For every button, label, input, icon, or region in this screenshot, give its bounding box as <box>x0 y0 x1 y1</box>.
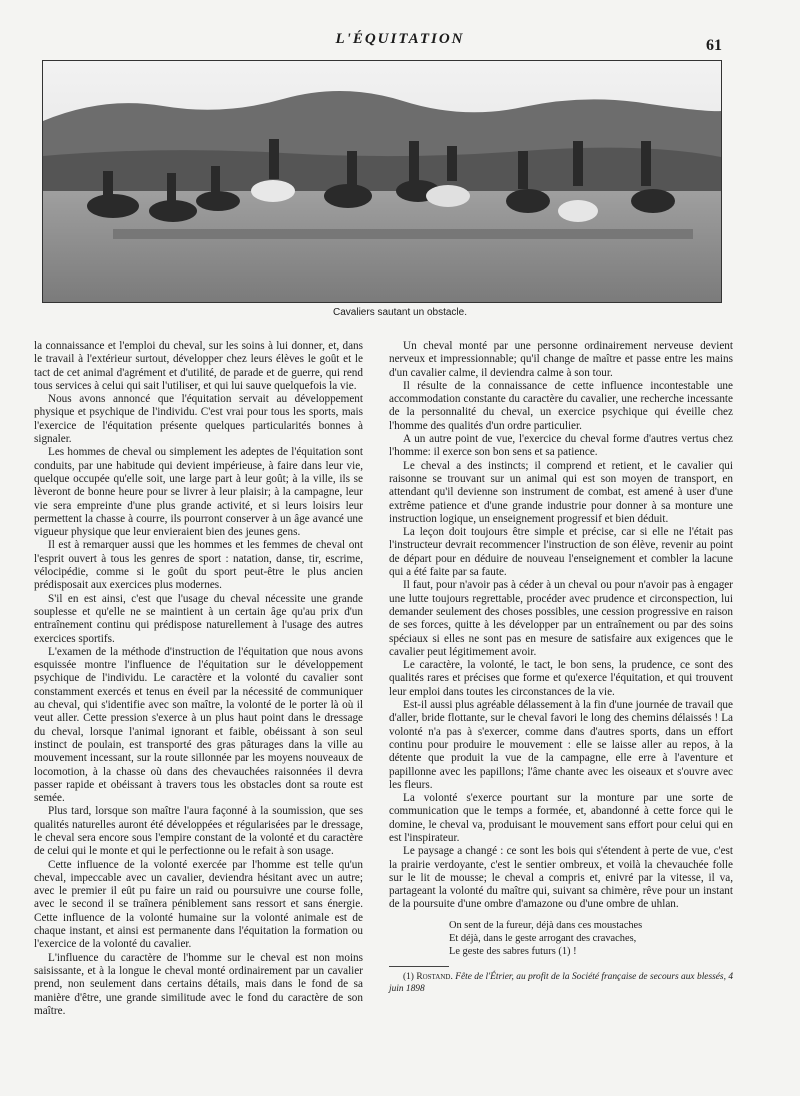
poem-line: Le geste des sabres futurs (1) ! <box>449 945 577 957</box>
footnote-number: (1) <box>403 971 414 982</box>
page-number: 61 <box>706 37 722 54</box>
footnote-author: Rostand. <box>416 971 453 982</box>
left-column <box>34 340 363 1018</box>
footnote <box>389 971 733 995</box>
photo-ground <box>43 191 721 302</box>
right-column <box>389 340 733 995</box>
photo-obstacle <box>113 229 693 239</box>
paragraph: L'influence du caractère de l'homme sur le cheval est non moins saisissante, et à la longue le cheval monté ordinairement par un cavalier prend, non seulement dans certains détails, mais dans le fond de sa manière d'être, une grande similitude avec le fond du caractère de son maître. <box>34 951 363 1017</box>
paragraph: Cette influence de la volonté exercée par l'homme est telle qu'un cheval, impeccable avec un cavalier, deviendra hésitant avec un autre; avec le premier il eût pu faire un raid ou poursuivre une course folle, avec le second il se traînera péniblement sans ressort et sans énergie. Cette influence de la volonté humaine sur la volonté animale est de chaque instant, et ainsi est permanente dans l'équitation la formation ou l'exercice de la volonté du cavalier. <box>34 858 363 951</box>
paragraph: S'il en est ainsi, c'est que l'usage du cheval nécessite une grande souplesse et qu'elle ne se maintient à un certain âge qu'au prix d'un entraînement continu qui prédispose naturellement à l'usage des autres exercices sportifs. <box>34 592 363 645</box>
paragraph: La leçon doit toujours être simple et précise, car si elle ne l'était pas l'instructeur devrait recommencer l'instruction de son élève, revenir au point de départ pour en déduire de nouveau l'enseignement et combler la lacune qui a été faite par sa faute. <box>389 526 733 579</box>
paragraph: La volonté s'exerce pourtant sur la monture par une sorte de communication que le temps a formée, et, abandonné à cette force qui le domine, le cheval va, produisant le mouvement sans effort pour celui qui en est l'inspirateur. <box>389 792 733 844</box>
figure-caption: Cavaliers sautant un obstacle. <box>333 307 467 318</box>
paragraph: Le cheval a des instincts; il comprend et retient, et le cavalier qui raisonne se trouvant sur un animal qui est son moyen de transport, en attendant qu'il devienne son instrument de combat, est amené à user d'une extrême patience et d'une grande industrie pour donner à sa monture une instruction logique, un enseignement progressif et bien déduit. <box>389 459 733 525</box>
running-title: L'ÉQUITATION <box>335 31 465 47</box>
paragraph: L'examen de la méthode d'instruction de l'équitation que nous avons esquissée montre l'influence de l'équitation sur le développement psychique de l'individu. Le caractère et la volonté du cavalier sont constamment exercés et tenus en éveil par la nécessité de communiquer au cheval, qui s'identifie avec son maître, la volonté de le porter là où il veut aller. Cette pression s'exerce à un plus haut point dans le dressage du cheval, lorsque l'animal ignorant et faible, obéissant à son seul instinct de poulain, est transporté des gras pâturages dans la ville au mouvement incessant, sur la route sillonnée par les moyens nouveaux de locomotion, à la chasse où dans des chevauchées raisonnées il devra passer rapide et obéissant à travers tous les obstacles dont sa route est semée. <box>34 645 363 805</box>
paragraph: Le caractère, la volonté, le tact, le bon sens, la prudence, ce sont des qualités rares et précises que forme et qu'exerce l'équitation, et qui trouvent leur emploi dans toutes les circonstances de la vie. <box>389 659 733 698</box>
paragraph: Un cheval monté par une personne ordinairement nerveuse devient nerveux et impressionnable; qu'il change de maître et passe entre les mains d'un cavalier calme, il deviendra calme à son tour. <box>389 340 733 379</box>
paragraph: Il est à remarquer aussi que les hommes et les femmes de cheval ont l'esprit ouvert à tous les genres de sport : natation, danse, tir, escrime, vélocipédie, comme si le goût du sport peut-être le plus ancien prédisposait aux exercices plus modernes. <box>34 539 363 592</box>
paragraph: Les hommes de cheval ou simplement les adeptes de l'équitation sont conduits, par une habitude qui devient impérieuse, à faire dans leur vie, quelque occupée qu'elle soit, une large part à leur goût; à la ville, ils se lèveront de bonne heure pour se livrer à leur plaisir; à la campagne, leur vie sera empreinte d'une plus grande activité, et si leurs loisirs leur permettent la chasse à courre, ils pourront conserver à un âge avancé une vigueur physique que leur envieraient bien des jeunes gens. <box>34 446 363 539</box>
paragraph: la connaissance et l'emploi du cheval, sur les soins à lui donner, et, dans le travail à l'extérieur surtout, développer chez leurs élèves le goût et le tact de cet animal d'agrément et d'utilité, de parade et de guerre, qui rend tous services à celui qui sait l'utiliser, et qui lui sauve quelquefois la vie. <box>34 340 363 392</box>
paragraph: Il faut, pour n'avoir pas à céder à un cheval ou pour n'avoir pas à engager une lutte toujours regrettable, procéder avec prudence et circonspection, lui demander seulement des choses possibles, une cession progressive en raison de ses forces, quitte à les développer par un entraînement ou par des soins spéciaux si elles ne sont pas en mesure de satisfaire aux exigences que le cavalier peut légitimement avoir. <box>389 579 733 658</box>
paragraph: Plus tard, lorsque son maître l'aura façonné à la soumission, que ses qualités naturelles auront été développées et régularisées par le dressage, le cheval sera encore sous l'empire constant de la volonté et du caractère de celui qui le monte et qui le perfectionne ou le refait à son usage. <box>34 805 363 858</box>
footnote-text: Fête de l'Étrier, au profit de la Société française de secours aux blessés, 4 juin 1898 <box>389 971 734 994</box>
footnote-divider <box>389 966 449 967</box>
paragraph: Est-il aussi plus agréable délassement à la fin d'une journée de travail que d'aller, bride flottante, sur le cheval favori le long des chemins délaissés ! La volonté n'a pas à s'exercer, comme dans d'autres sports, dans un effort continu pour produire le mouvement : elle se laisse aller au repos, à la détente que produit la vue de la campagne, elle erre à l'aventure et papillonne avec les papillons; l'âme chante avec les oiseaux et s'ouvre avec les fleurs. <box>389 699 733 791</box>
poem-quote <box>449 919 733 958</box>
photograph-cavaliers <box>42 60 722 303</box>
paragraph: Il résulte de la connaissance de cette influence incontestable une accommodation constante du caractère du cavalier, une recherche incessante de la personnalité du cheval, un exercice psychique qui éveille chez l'homme des qualités d'un ordre particulier. <box>389 379 733 432</box>
photo-illustration <box>43 61 721 302</box>
poem-line: On sent de la fureur, déjà dans ces moustaches <box>449 919 643 931</box>
paragraph: Nous avons annoncé que l'équitation servait au développement physique et psychique de l'individu. C'est vrai pour tous les sports, mais l'exercice de l'équitation présente quelques particularités bonnes à signaler. <box>34 393 363 446</box>
paragraph: A un autre point de vue, l'exercice du cheval forme d'autres vertus chez l'homme: il exerce son bon sens et sa patience. <box>389 433 733 459</box>
paragraph: Le paysage a changé : ce sont les bois qui s'étendent à perte de vue, c'est la prairie verdoyante, c'est le sentier ombreux, et voilà la chevauchée folle sur le lit de mousse; le cheval a compris et, enivré par la vitesse, il va, partageant la volonté du maître qui, suivant sa chimère, rêve pour un instant de la poursuite d'une ombre d'amazone ou d'une ombre de uhlan. <box>389 845 733 911</box>
poem-line: Et déjà, dans le geste arrogant des cravaches, <box>449 932 637 944</box>
